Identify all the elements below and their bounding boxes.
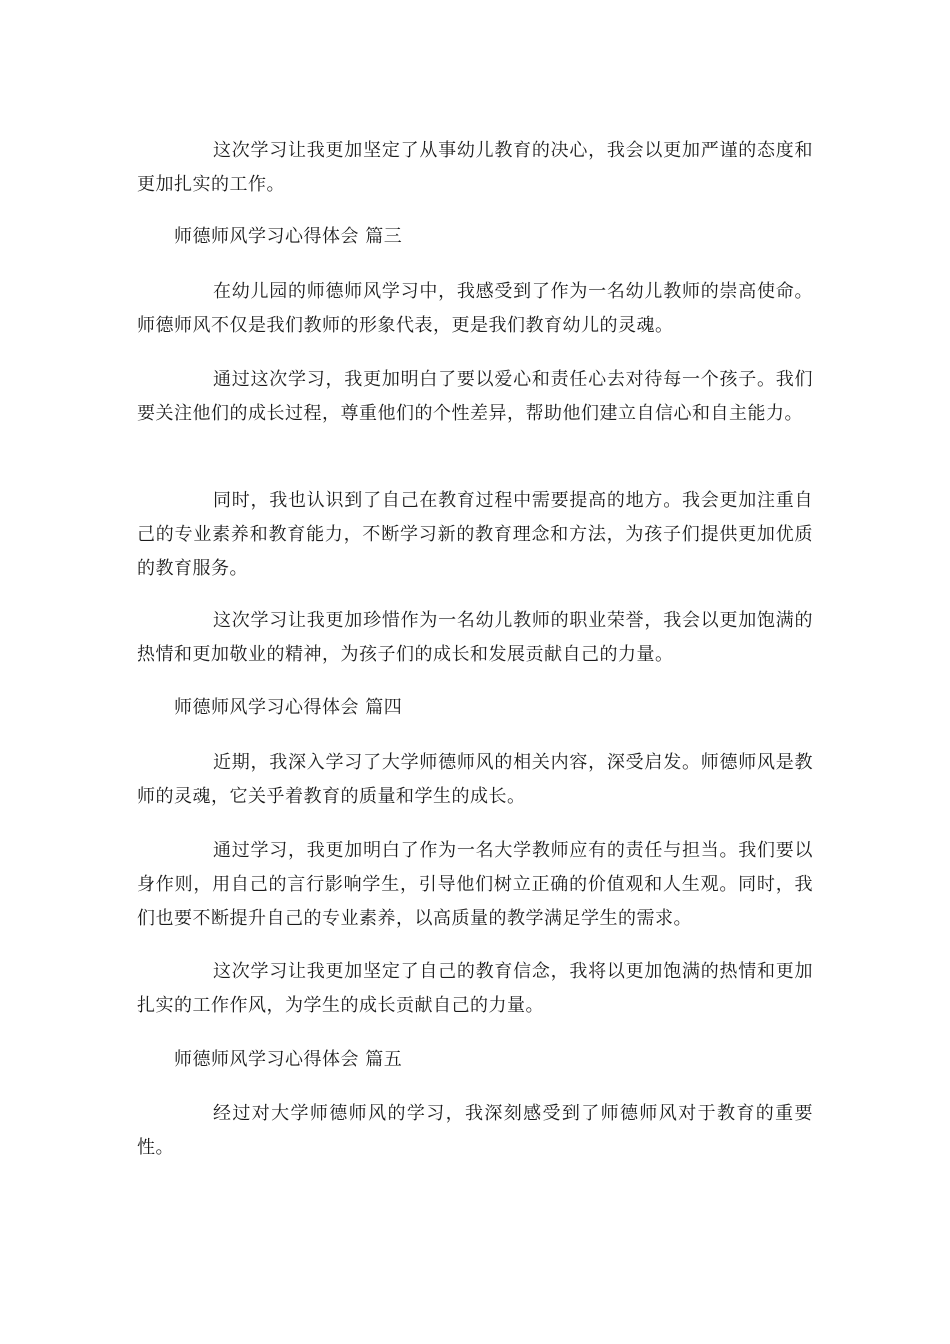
paragraph: 同时，我也认识到了自己在教育过程中需要提高的地方。我会更加注重自己的专业素养和教育能力，不断学习新的教育理念和方法，为孩子们提供更加优质的教育服务。 (137, 490, 813, 579)
paragraph: 经过对大学师德师风的学习，我深刻感受到了师德师风对于教育的重要性。 (137, 1103, 813, 1158)
paragraph: 近期，我深入学习了大学师德师风的相关内容，深受启发。师德师风是教师的灵魂，它关乎着教育的质量和学生的成长。 (137, 752, 813, 807)
paragraph: 通过学习，我更加明白了作为一名大学教师应有的责任与担当。我们要以身作则，用自己的言行影响学生，引导他们树立正确的价值观和人生观。同时，我们也要不断提升自己的专业素养，以高质量的教学满足学生的需求。 (137, 840, 813, 929)
paragraph: 通过这次学习，我更加明白了要以爱心和责任心去对待每一个孩子。我们要关注他们的成长过程，尊重他们的个性差异，帮助他们建立自信心和自主能力。 (137, 369, 813, 424)
section-heading: 师德师风学习心得体会 篇五 (174, 1049, 403, 1070)
paragraph: 这次学习让我更加珍惜作为一名幼儿教师的职业荣誉，我会以更加饱满的热情和更加敬业的精神，为孩子们的成长和发展贡献自己的力量。 (137, 610, 813, 665)
paragraph: 这次学习让我更加坚定了自己的教育信念，我将以更加饱满的热情和更加扎实的工作作风，为学生的成长贡献自己的力量。 (137, 961, 813, 1016)
paragraph: 这次学习让我更加坚定了从事幼儿教育的决心，我会以更加严谨的态度和更加扎实的工作。 (137, 140, 813, 195)
paragraph: 在幼儿园的师德师风学习中，我感受到了作为一名幼儿教师的崇高使命。师德师风不仅是我们教师的形象代表，更是我们教育幼儿的灵魂。 (137, 281, 813, 336)
section-heading: 师德师风学习心得体会 篇三 (174, 226, 403, 247)
section-heading: 师德师风学习心得体会 篇四 (174, 697, 403, 718)
